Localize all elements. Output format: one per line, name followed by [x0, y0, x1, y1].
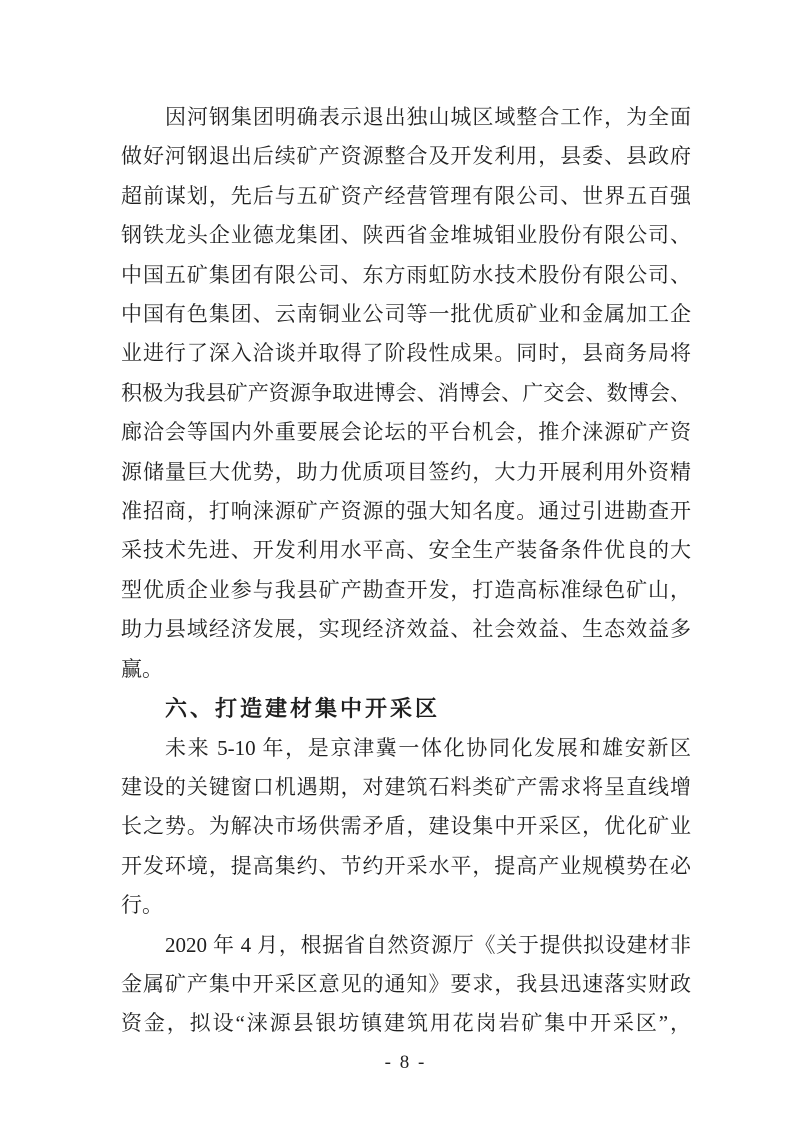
text-line: 金属矿产集中开采区意见的通知》要求，我县迅速落实财政 — [121, 971, 691, 996]
page-footer — [0, 1050, 811, 1076]
text-line: 长之势。为解决市场供需矛盾，建设集中开采区，优化矿业 — [121, 814, 691, 839]
text-line: 积极为我县矿产资源争取进博会、消博会、广交会、数博会、 — [121, 380, 691, 405]
text-line: 因河钢集团明确表示退出独山城区域整合工作，为全面 — [165, 105, 691, 129]
text-line: 赢。 — [121, 656, 163, 681]
text-line: 超前谋划，先后与五矿资产经营管理有限公司、世界五百强 — [121, 183, 691, 208]
text-line: 建设的关键窗口机遇期，对建筑石料类矿产需求将呈直线增 — [121, 774, 691, 799]
text-line: 开发环境，提高集约、节约开采水平，提高产业规模势在必 — [121, 853, 691, 878]
text-line: 廊洽会等国内外重要展会论坛的平台机会，推介涞源矿产资 — [121, 420, 691, 445]
document-body — [121, 98, 691, 1044]
text-line: 2020 年 4 月，根据省自然资源厅《关于提供拟设建材非 — [165, 932, 691, 957]
text-line: 资金，拟设“涞源县银坊镇建筑用花岗岩矿集中开采区”， — [121, 1011, 691, 1036]
text-line: 中国五矿集团有限公司、东方雨虹防水技术股份有限公司、 — [121, 262, 691, 287]
text-line: 未来 5-10 年，是京津冀一体化协同化发展和雄安新区 — [165, 735, 691, 760]
text-line: 钢铁龙头企业德龙集团、陕西省金堆城钼业股份有限公司、 — [121, 223, 691, 248]
text-line: 做好河钢退出后续矿产资源整合及开发利用，县委、县政府 — [121, 144, 691, 169]
text-line: 采技术先进、开发利用水平高、安全生产装备条件优良的大 — [121, 538, 691, 563]
text-line: 中国有色集团、云南铜业公司等一批优质矿业和金属加工企 — [121, 302, 691, 327]
text-line: 型优质企业参与我县矿产勘查开发，打造高标准绿色矿山， — [121, 577, 691, 602]
text-line: 准招商，打响涞源矿产资源的强大知名度。通过引进勘查开 — [121, 499, 691, 524]
text-line: 业进行了深入洽谈并取得了阶段性成果。同时，县商务局将 — [121, 341, 691, 366]
text-line: 源储量巨大优势，助力优质项目签约，大力开展利用外资精 — [121, 459, 691, 484]
page-number: - 8 - — [384, 1052, 427, 1073]
text-line: 行。 — [121, 893, 163, 918]
section-heading: 六、打造建材集中开采区 — [165, 696, 441, 722]
text-line: 助力县域经济发展，实现经济效益、社会效益、生态效益多 — [121, 617, 691, 642]
